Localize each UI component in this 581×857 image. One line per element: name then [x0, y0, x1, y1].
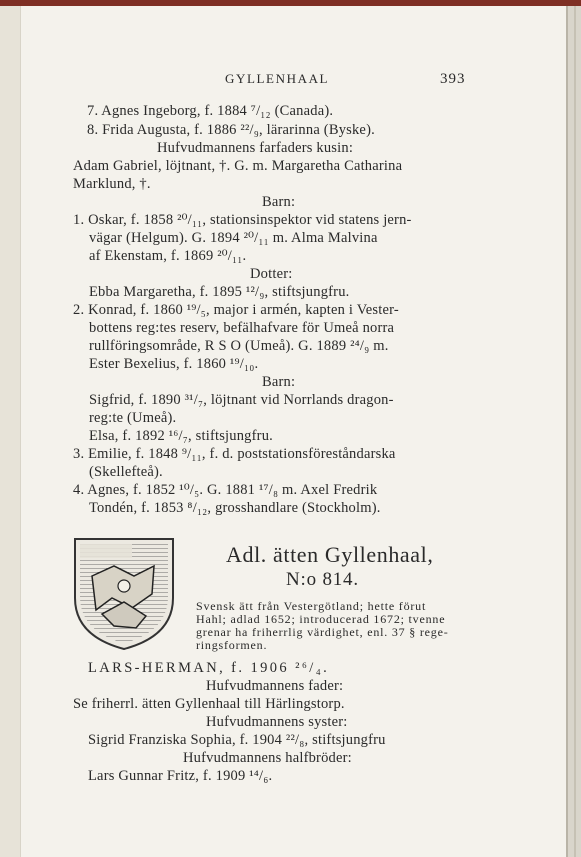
entry-line: 1. Oskar, f. 1858 ²⁰/₁₁, stationsinspektor vid statens jern-	[73, 212, 412, 228]
entry-line: Adam Gabriel, löjtnant, †. G. m. Margaretha Catharina	[73, 158, 403, 174]
entry-line: 4. Agnes, f. 1852 ¹⁰/₅. G. 1881 ¹⁷/₈ m. Axel Fredrik	[73, 482, 378, 498]
running-title: GYLLENHAAL	[225, 71, 330, 86]
entry-line: vägar (Helgum). G. 1894 ²⁰/₁₁ m. Alma Malvina	[89, 230, 378, 246]
family-note-line: Svensk ätt från Vestergötland; hette förut	[196, 599, 427, 613]
entry-line: Sigfrid, f. 1890 ³¹/₇, löjtnant vid Norrlands dragon-	[89, 392, 394, 408]
entry-line: Tondén, f. 1853 ⁸/₁₂, grosshandlare (Stockholm).	[89, 500, 381, 516]
subheading: Hufvudmannens fader:	[206, 678, 344, 694]
entry-line: Se friherrl. ätten Gyllenhaal till Härlingstorp.	[73, 696, 345, 712]
subheading: Dotter:	[250, 266, 293, 282]
subheading: Hufvudmannens farfaders kusin:	[157, 140, 354, 156]
subheading: Barn:	[262, 374, 296, 390]
entry-line: 7. Agnes Ingeborg, f. 1884 ⁷/₁₂ (Canada).	[87, 103, 334, 119]
family-number: N:o 814.	[286, 569, 359, 590]
entry-line: Elsa, f. 1892 ¹⁶/₇, stiftsjungfru.	[89, 428, 273, 444]
entry-line: bottens reg:tes reserv, befälhafvare för Umeå norra	[89, 320, 395, 336]
entry-line: reg:te (Umeå).	[89, 410, 177, 426]
entry-line: 2. Konrad, f. 1860 ¹⁹/₅, major i armén, kapten i Vester-	[73, 302, 399, 318]
entry-line: Marklund, †.	[73, 176, 151, 192]
entry-line: 3. Emilie, f. 1848 ⁹/₁₁, f. d. poststationsföreståndarska	[73, 446, 396, 462]
entry-line: rullföringsområde, R S O (Umeå). G. 1889 ²⁴/₉ m.	[89, 338, 389, 354]
entry-line: (Skellefteå).	[89, 464, 163, 480]
subheading: Hufvudmannens halfbröder:	[183, 750, 352, 766]
entry-line: Ebba Margaretha, f. 1895 ¹²/₉, stiftsjungfru.	[89, 284, 350, 300]
family-note-line: ringsformen.	[196, 638, 268, 652]
family-note-line: Hahl; adlad 1652; introducerad 1672; tvenne	[196, 612, 446, 626]
entry-line: af Ekenstam, f. 1869 ²⁰/₁₁.	[89, 248, 247, 264]
entry-line: 8. Frida Augusta, f. 1886 ²²/₉, lärarinna (Byske).	[87, 122, 375, 138]
subheading: Hufvudmannens syster:	[206, 714, 348, 730]
coat-of-arms-shield-icon	[72, 536, 176, 652]
entry-line: Lars Gunnar Fritz, f. 1909 ¹⁴/₆.	[88, 768, 273, 784]
page-edges	[566, 6, 581, 857]
subheading: Barn:	[262, 194, 296, 210]
family-note-line: grenar ha friherrlig värdighet, enl. 37 § rege-	[196, 625, 449, 639]
page-number: 393	[440, 71, 466, 87]
entry-line: Sigrid Franziska Sophia, f. 1904 ²²/₈, stiftsjungfru	[88, 732, 386, 748]
entry-line: Ester Bexelius, f. 1860 ¹⁹/₁₀.	[89, 356, 259, 372]
family-title: Adl. ätten Gyllenhaal,	[226, 542, 434, 567]
book-gutter	[0, 6, 21, 857]
head-of-family: LARS-HERMAN, f. 1906 ²⁶/₄.	[88, 660, 330, 676]
